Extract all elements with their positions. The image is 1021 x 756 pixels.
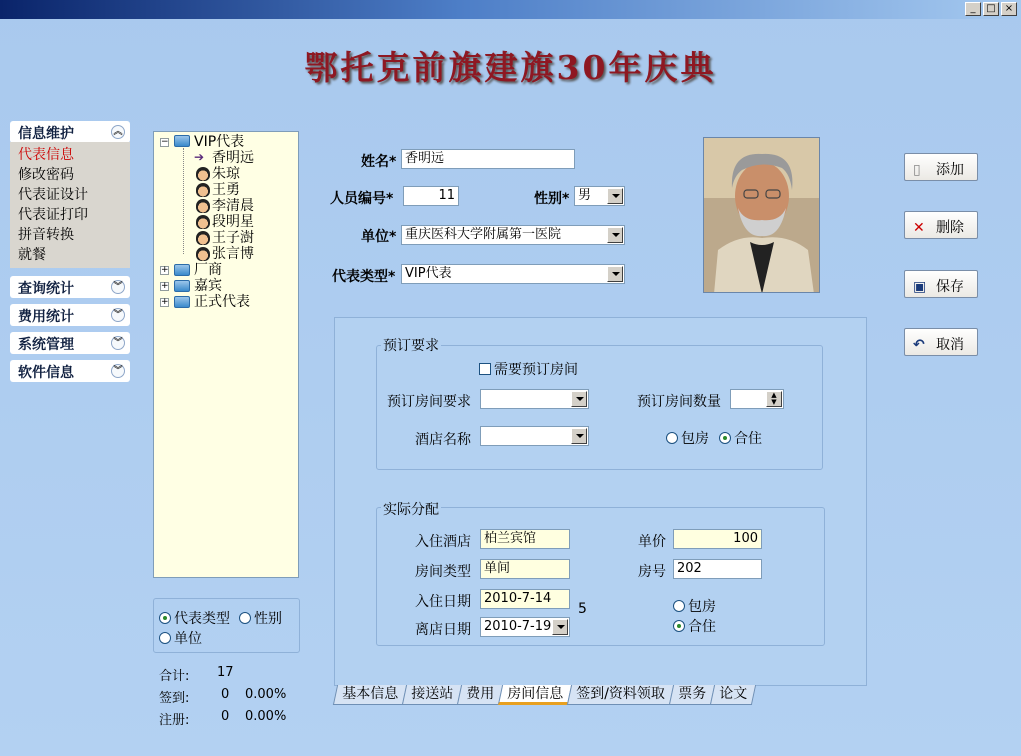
dropdown-arrow-icon[interactable] xyxy=(607,188,623,204)
folder-icon xyxy=(174,264,190,276)
delete-x-icon: ✕ xyxy=(913,220,925,236)
tab-label: 论文 xyxy=(718,686,747,702)
tab-label: 房间信息 xyxy=(507,686,564,702)
id-input[interactable]: 11 xyxy=(403,186,459,206)
nav-section-fees[interactable] xyxy=(10,304,130,326)
folder-icon xyxy=(174,296,190,308)
hotel-name-label: 酒店名称 xyxy=(415,432,471,448)
type-label: 代表类型* xyxy=(332,269,396,285)
radio-selected-icon[interactable] xyxy=(159,612,171,624)
close-button[interactable]: × xyxy=(1001,2,1017,16)
stat-signin: 签到: 0 0.00% xyxy=(159,687,287,706)
dropdown-arrow-icon[interactable] xyxy=(571,391,587,407)
filter-option-gender[interactable] xyxy=(239,608,282,628)
checkin-date-input[interactable]: 2010-7-14 xyxy=(480,589,570,609)
checkin-hotel-input[interactable]: 柏兰宾馆 xyxy=(480,529,570,549)
delete-button[interactable] xyxy=(904,211,978,239)
price-label: 单价 xyxy=(638,534,666,550)
filter-group xyxy=(153,598,300,653)
chevron-down-icon[interactable]: ︾ xyxy=(111,308,125,322)
tab-label: 票务 xyxy=(677,686,706,702)
type-select[interactable] xyxy=(401,264,625,284)
tab-label: 签到/资料领取 xyxy=(576,686,665,702)
room-req-label: 预订房间要求 xyxy=(387,394,471,410)
tab-label: 接送站 xyxy=(411,686,454,702)
room-type-label: 房间类型 xyxy=(415,564,471,580)
filter-label: 性别 xyxy=(254,611,282,627)
checkout-date-picker[interactable] xyxy=(480,617,570,637)
radio-selected-icon[interactable] xyxy=(719,432,731,444)
dropdown-arrow-icon[interactable] xyxy=(552,619,568,635)
room-count-stepper[interactable] xyxy=(730,389,784,409)
nav-section-label: 费用统计 xyxy=(18,309,74,325)
nav-item-delegate-info[interactable]: 代表信息 xyxy=(18,147,74,163)
filter-option-type[interactable] xyxy=(159,608,230,628)
nav-section-info[interactable] xyxy=(10,121,130,143)
room-type-input[interactable]: 单间 xyxy=(480,559,570,579)
chevron-down-icon[interactable]: ︾ xyxy=(111,336,125,350)
tree-node-group[interactable]: 正式代表 xyxy=(194,294,250,310)
nav-item-badge-design[interactable]: 代表证设计 xyxy=(18,187,88,203)
gender-value: 男 xyxy=(578,188,592,203)
dropdown-arrow-icon[interactable] xyxy=(607,227,623,243)
tree-node-person[interactable]: 张言博 xyxy=(212,246,254,262)
nights-count: 5 xyxy=(578,601,587,617)
tab-room-info[interactable] xyxy=(498,685,572,705)
stat-register: 注册: 0 0.00% xyxy=(159,709,287,728)
dropdown-arrow-icon[interactable] xyxy=(571,428,587,444)
tree-node-person[interactable]: 李清晨 xyxy=(212,198,254,214)
tab-fees[interactable] xyxy=(457,685,503,705)
person-icon xyxy=(196,231,210,245)
expand-icon[interactable]: + xyxy=(161,297,169,307)
tree-node-group[interactable]: 厂商 xyxy=(194,262,222,278)
spinner-icon[interactable]: ▲ ▼ xyxy=(766,391,782,407)
radio-icon[interactable] xyxy=(159,632,171,644)
maximize-button[interactable]: □ xyxy=(983,2,999,16)
tab-pickup[interactable] xyxy=(402,685,462,705)
app-title: 鄂托克前旗建旗30年庆典 xyxy=(304,48,717,87)
gender-select[interactable] xyxy=(574,186,625,206)
tab-label: 基本信息 xyxy=(342,686,399,702)
nav-item-dining[interactable]: 就餐 xyxy=(18,247,46,263)
person-icon xyxy=(196,183,210,197)
booking-title: 预订要求 xyxy=(381,335,441,355)
chevron-down-icon[interactable]: ︾ xyxy=(111,280,125,294)
chevron-up-icon[interactable]: ︽ xyxy=(111,125,125,139)
radio-icon[interactable] xyxy=(239,612,251,624)
nav-section-system[interactable] xyxy=(10,332,130,354)
nav-section-query[interactable] xyxy=(10,276,130,298)
checkin-hotel-label: 入住酒店 xyxy=(415,534,471,550)
delete-label: 删除 xyxy=(936,220,964,236)
tree-node-person[interactable]: 朱琼 xyxy=(212,166,240,182)
opt-label: 包房 xyxy=(681,431,709,447)
gender-label: 性别* xyxy=(534,191,570,207)
tab-strip xyxy=(335,685,753,706)
opt-label: 合住 xyxy=(688,619,716,635)
document-icon: ▯ xyxy=(913,162,921,178)
collapse-icon[interactable]: − xyxy=(161,137,169,147)
tab-tickets[interactable] xyxy=(669,685,715,705)
tab-papers[interactable] xyxy=(710,685,756,705)
room-count-label: 预订房间数量 xyxy=(637,394,721,410)
delegate-photo xyxy=(703,137,820,293)
person-icon xyxy=(196,199,210,213)
add-label: 添加 xyxy=(936,162,964,178)
add-button[interactable] xyxy=(904,153,978,181)
radio-icon[interactable] xyxy=(666,432,678,444)
title-bar xyxy=(0,0,1021,19)
room-no-label: 房号 xyxy=(638,564,666,580)
opt-label: 合住 xyxy=(734,431,762,447)
filter-option-unit[interactable] xyxy=(159,628,202,648)
delegate-tree[interactable] xyxy=(153,131,299,578)
nav-item-change-password[interactable]: 修改密码 xyxy=(18,167,74,183)
nav-item-pinyin[interactable]: 拼音转换 xyxy=(18,227,74,243)
stat-total: 合计: 17 xyxy=(159,665,234,684)
type-value: VIP代表 xyxy=(405,266,452,281)
folder-icon xyxy=(174,135,190,147)
tree-node-person[interactable]: 王勇 xyxy=(212,182,240,198)
save-label: 保存 xyxy=(936,279,964,295)
id-label: 人员编号* xyxy=(330,191,394,207)
tree-node-person[interactable]: 段明星 xyxy=(212,214,254,230)
nav-section-label: 软件信息 xyxy=(18,365,74,381)
filter-label: 单位 xyxy=(174,631,202,647)
actual-title: 实际分配 xyxy=(381,499,441,519)
checkout-date-label: 离店日期 xyxy=(415,622,471,638)
folder-icon xyxy=(174,280,190,292)
tree-node-group[interactable]: 嘉宾 xyxy=(194,278,222,294)
radio-selected-icon[interactable] xyxy=(673,620,685,632)
hotel-name-select[interactable] xyxy=(480,426,589,446)
tab-label: 费用 xyxy=(466,686,495,702)
checkbox-icon[interactable] xyxy=(479,363,491,375)
expand-icon[interactable]: + xyxy=(161,265,169,275)
name-input[interactable]: 香明远 xyxy=(401,149,575,169)
filter-label: 代表类型 xyxy=(174,611,230,627)
tab-signin[interactable] xyxy=(567,685,674,705)
nav-section-software[interactable] xyxy=(10,360,130,382)
unit-label: 单位* xyxy=(361,229,397,245)
room-no-input[interactable]: 202 xyxy=(673,559,762,579)
expand-icon[interactable]: + xyxy=(161,281,169,291)
radio-icon[interactable] xyxy=(673,600,685,612)
current-arrow-icon: ➔ xyxy=(194,150,205,164)
actual-opt-single[interactable] xyxy=(673,596,716,616)
dropdown-arrow-icon[interactable] xyxy=(607,266,623,282)
person-icon xyxy=(196,247,210,261)
room-info-panel xyxy=(334,317,867,686)
actual-opt-share[interactable] xyxy=(673,616,716,636)
tree-node-vip[interactable]: VIP代表 xyxy=(194,134,245,150)
floppy-disk-icon: ▣ xyxy=(913,279,927,295)
unit-select[interactable] xyxy=(401,225,625,245)
opt-label: 包房 xyxy=(688,599,716,615)
tree-node-person[interactable]: 王子澍 xyxy=(212,230,254,246)
nav-section-label: 查询统计 xyxy=(18,281,74,297)
unit-value: 重庆医科大学附属第一医院 xyxy=(405,227,562,242)
undo-icon: ↶ xyxy=(913,337,925,353)
cancel-label: 取消 xyxy=(936,337,964,353)
booking-opt-single[interactable] xyxy=(666,428,709,448)
nav-item-badge-print[interactable]: 代表证打印 xyxy=(18,207,88,223)
tab-basic-info[interactable] xyxy=(333,685,407,705)
cancel-button[interactable] xyxy=(904,328,978,356)
person-icon xyxy=(196,167,210,181)
save-button[interactable] xyxy=(904,270,978,298)
need-room-label: 需要预订房间 xyxy=(494,362,578,378)
checkin-date-label: 入住日期 xyxy=(415,594,471,610)
need-room-checkbox[interactable] xyxy=(479,359,578,379)
person-icon xyxy=(196,215,210,229)
name-label: 姓名* xyxy=(361,154,397,170)
chevron-down-icon[interactable]: ︾ xyxy=(111,364,125,378)
nav-section-label: 系统管理 xyxy=(18,337,74,353)
minimize-button[interactable]: _ xyxy=(965,2,981,16)
room-req-select[interactable] xyxy=(480,389,589,409)
checkout-value: 2010-7-19 xyxy=(484,619,552,634)
nav-section-label: 信息维护 xyxy=(18,126,74,142)
nav-items xyxy=(10,142,130,268)
booking-opt-share[interactable] xyxy=(719,428,762,448)
tree-node-person[interactable]: 香明远 xyxy=(212,150,254,166)
price-input[interactable]: 100 xyxy=(673,529,762,549)
